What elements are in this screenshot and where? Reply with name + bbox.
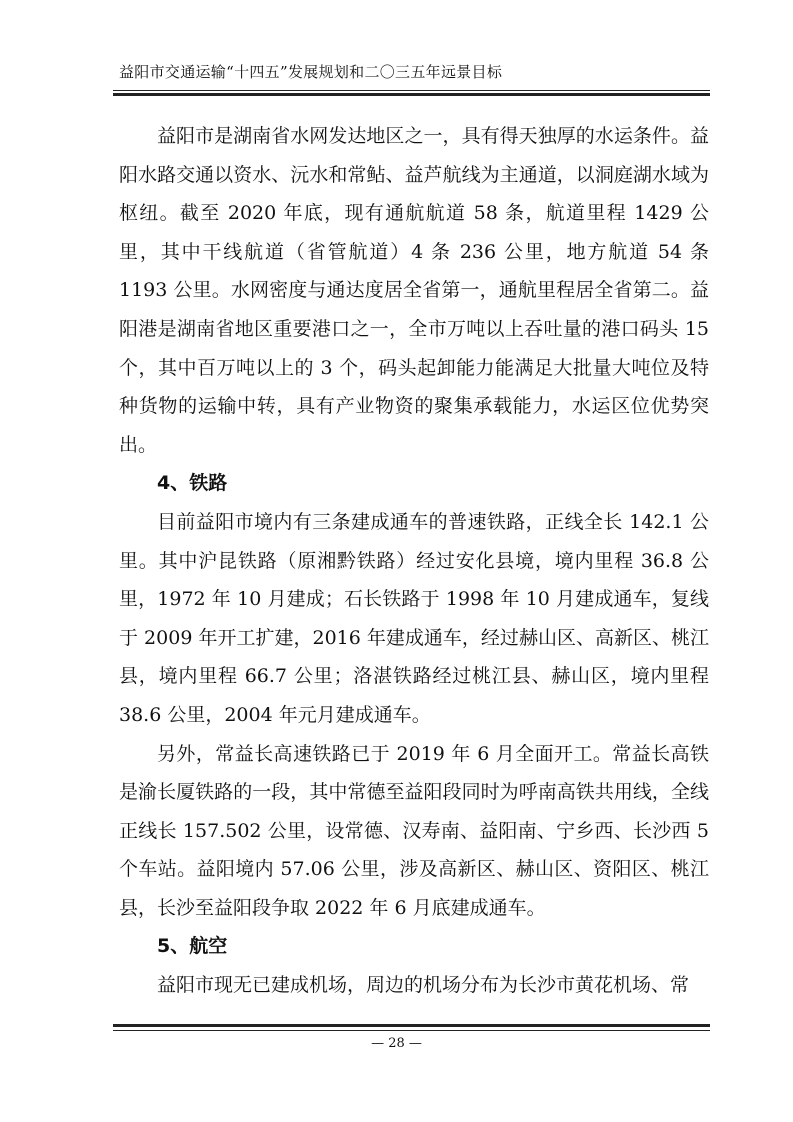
section-heading-aviation: 5、航空 [157, 935, 228, 958]
body-text [119, 117, 709, 1005]
paragraph-water-transport: 益阳市是湖南省水网发达地区之一，具有得天独厚的水运条件。益阳水路交通以资水、沅水和常鲇、益芦航线为主通道，以洞庭湖水域为枢纽。截至 2020 年底，现有通航航道 58 条，航道里程 1429 公里，其中干线航道（省管航道）4 条 236 公里，地方航道 54 条 1193 公里。水网密度与通达度居全省第一，通航里程居全省第二。益阳港是湖南省地区重要港口之一，全市万吨以上吞吐量的港口码头 15 个，其中百万吨以上的 3 个，码头起卸能力能满足大批量大吨位及特种货物的运输中转，具有产业物资的聚集承载能力，水运区位优势突出。 [119, 125, 709, 456]
paragraph-aviation: 益阳市现无已建成机场，周边的机场分布为长沙市黄花机场、常 [157, 974, 690, 997]
footer-rule-thick [113, 1024, 710, 1027]
running-header-title: 益阳市交通运输“十四五”发展规划和二〇三五年远景目标 [119, 63, 503, 81]
paragraph-railway-existing: 目前益阳市境内有三条建成通车的普速铁路，正线全长 142.1 公里。其中沪昆铁路（原湘黔铁路）经过安化县境，境内里程 36.8 公里，1972 年 10 月建成；石长铁路于 1998 年 10 月建成通车，复线于 2009 年开工扩建，2016 年建成通车，经过赫山区、高新区、桃江县，境内里程 66.7 公里；洛湛铁路经过桃江县、赫山区，境内里程 38.6 公里，2004 年元月建成通车。 [119, 510, 709, 726]
page-number: — 28 — [371, 1036, 422, 1051]
header-rule-thick [113, 93, 710, 96]
header-rule-thin [113, 90, 710, 91]
section-heading-railway: 4、铁路 [157, 472, 228, 495]
paragraph-railway-high-speed: 另外，常益长高速铁路已于 2019 年 6 月全面开工。常益长高铁是渝长厦铁路的一段，其中常德至益阳段同时为呼南高铁共用线，全线正线长 157.502 公里，设常德、汉寿南、益阳南、宁乡西、长沙西 5 个车站。益阳境内 57.06 公里，涉及高新区、赫山区、资阳区、桃江县，长沙至益阳段争取 2022 年 6 月底建成通车。 [119, 742, 709, 919]
footer-rule-thin [113, 1030, 710, 1031]
